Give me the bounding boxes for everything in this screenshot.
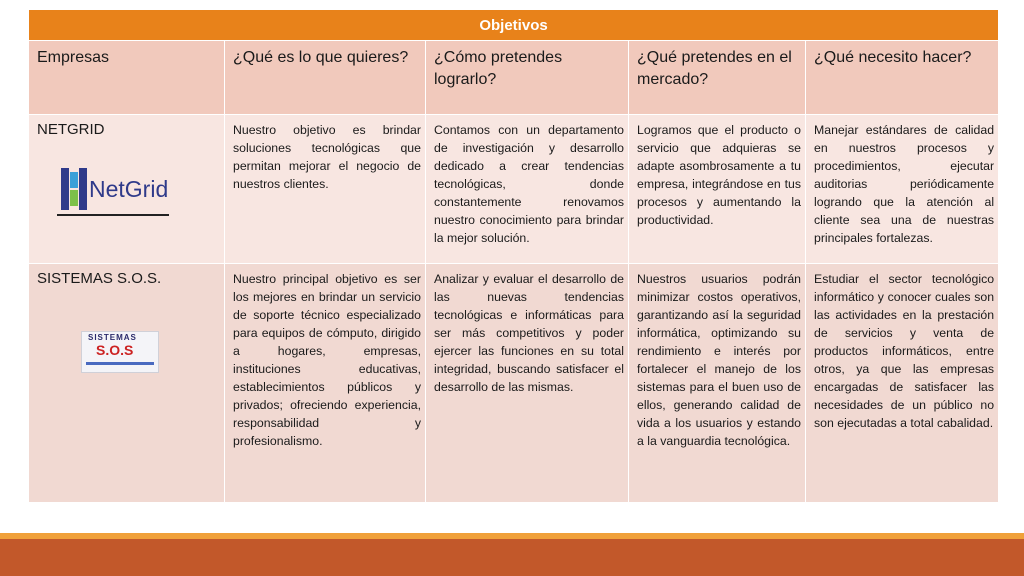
footer-bar [0, 539, 1024, 576]
table-cell [629, 264, 806, 503]
table-cell [426, 115, 629, 264]
table-cell [629, 115, 806, 264]
header-mercado: ¿Qué pretendes en el mercado? [637, 49, 792, 88]
cell-text: Manejar estándares de calidad en nuestros procesos y procedimientos, ejecutar auditorias periódicamente logrando que la atención al cliente sea una de nuestras principales fortalezas. [814, 123, 995, 245]
header-empresas: Empresas [37, 49, 110, 66]
company-cell [29, 264, 225, 503]
company-name: SISTEMAS S.O.S. [37, 270, 162, 287]
table-cell [806, 115, 999, 264]
cell-text: Logramos que el producto o servicio que adquieras se adapte asombrosamente a tu empresa, integrándose en tus procesos y aumentando la productividad. [637, 123, 801, 227]
table-row [29, 115, 999, 264]
sistemas-sos-logo [81, 331, 159, 373]
table-cell [426, 264, 629, 503]
header-cell [806, 41, 999, 115]
cell-text: Nuestro principal objetivo es ser los mejores en brindar un servicio de soporte técnico especializado para equipos de cómputo, dirigido a hogares, empresas, instituciones educativas, establecimientos públicos y privados; ofreciendo experiencia, responsabilidad y profesionalismo. [233, 272, 421, 448]
cell-text: Nuestros usuarios podrán minimizar costos operativos, garantizando así la seguridad informática, optimizando su rendimiento e interés por fortalecer el manejo de los sistemas para el buen uso de ellos, generando calidad de vida a los usuarios y estando a la vanguardia tecnológica. [637, 272, 801, 448]
table-row [29, 264, 999, 503]
header-cell [426, 41, 629, 115]
header-cell [225, 41, 426, 115]
cell-text: Estudiar el sector tecnológico informático y conocer cuales son las actividades en la prestación de servicios y venta de productos informáticos, entre otros, ya que las empresas encargadas de satisfacer las necesidades de un público no son ejecutadas a total cabalidad. [814, 272, 995, 430]
header-cell [29, 41, 225, 115]
objectives-table [28, 9, 999, 503]
header-row [29, 41, 999, 115]
header-cell [629, 41, 806, 115]
logo-underline [57, 214, 169, 216]
header-como-lograrlo: ¿Cómo pretendes lograrlo? [434, 49, 563, 88]
company-name: NETGRID [37, 121, 105, 138]
sos-logo-text: SISTEMAS [88, 333, 137, 342]
table-cell [806, 264, 999, 503]
table-cell [225, 264, 426, 503]
sos-logo-stripe [86, 362, 154, 365]
cell-text: Nuestro objetivo es brindar soluciones tecnológicas que permitan mejorar el negocio de nuestros clientes. [233, 123, 421, 191]
company-cell [29, 115, 225, 264]
table-cell [225, 115, 426, 264]
table-title: Objetivos [29, 10, 999, 41]
header-que-hacer: ¿Qué necesito hacer? [814, 49, 972, 66]
netgrid-mark-icon [61, 168, 87, 210]
netgrid-logo [57, 162, 167, 218]
cell-text: Contamos con un departamento de investigación y desarrollo dedicado a crear tendencias tecnológicas, donde constantemente renovamos nuestro conocimiento para brindar la mejor solución. [434, 123, 624, 245]
sos-logo-mark: S.O.S [96, 342, 134, 358]
netgrid-logo-text: NetGrid [89, 176, 169, 202]
header-que-quieres: ¿Qué es lo que quieres? [233, 49, 409, 66]
cell-text: Analizar y evaluar el desarrollo de las nuevas tendencias tecnológicas e informáticas para ser más competitivos y poder ejercer las funciones en su total integridad, buscando satisfacer el desarrollo de las mismas. [434, 272, 624, 394]
